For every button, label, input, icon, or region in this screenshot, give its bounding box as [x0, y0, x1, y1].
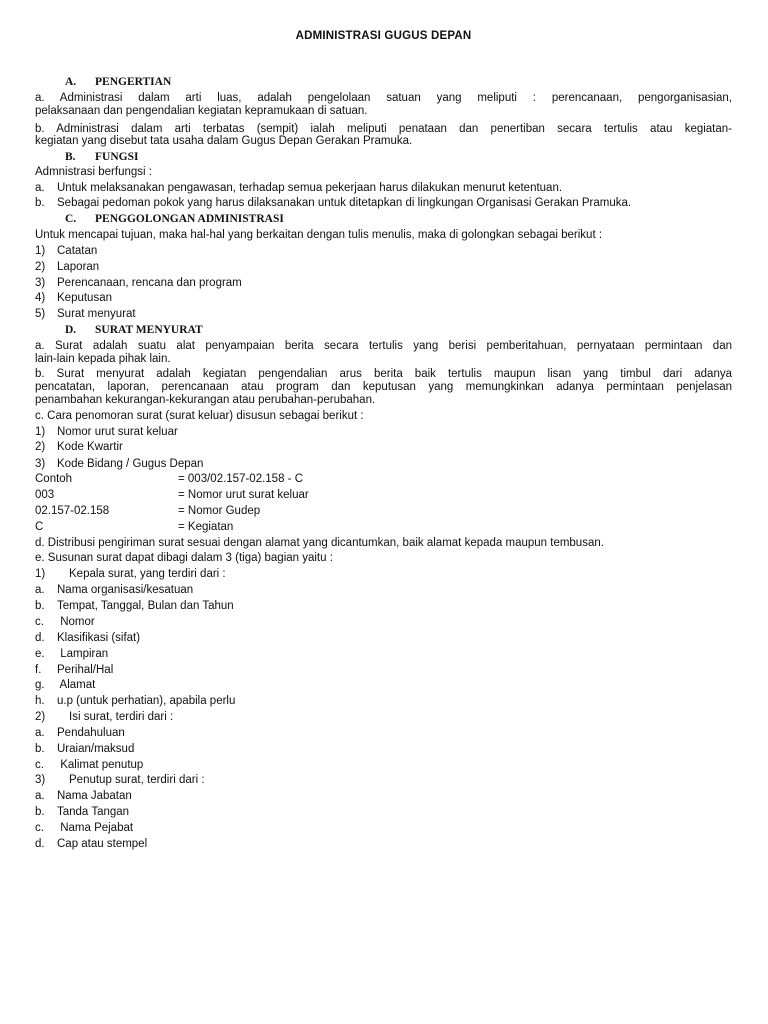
section-title: FUNGSI	[95, 151, 139, 163]
numbering-example-row	[35, 504, 732, 518]
list-marker: d.	[35, 632, 45, 644]
list-marker: b.	[35, 600, 45, 612]
list-item	[35, 440, 732, 454]
list-item	[35, 457, 732, 471]
example-meaning: = 003/02.157-02.158 - C	[178, 473, 303, 485]
list-item-text: Nomor	[57, 616, 95, 628]
example-meaning: = Kegiatan	[178, 521, 234, 533]
list-item-text: Nama organisasi/kesatuan	[57, 584, 194, 596]
list-marker: g.	[35, 679, 45, 691]
numbering-example-row	[35, 472, 732, 486]
list-item-text: Perencanaan, rencana dan program	[57, 277, 242, 289]
list-item	[35, 821, 732, 835]
section-letter: C.	[65, 213, 77, 225]
list-item-text: Nomor urut surat keluar	[57, 426, 178, 438]
list-item-text: Laporan	[57, 261, 100, 273]
list-item	[35, 631, 732, 645]
list-item-text: Tempat, Tanggal, Bulan dan Tahun	[57, 600, 234, 612]
example-code: 02.157-02.158	[35, 505, 110, 517]
list-marker: a.	[35, 584, 45, 596]
paragraph-line: c. Cara penomoran surat (surat keluar) disusun sebagai berikut :	[35, 410, 364, 422]
list-marker: 3)	[35, 277, 46, 289]
list-marker: b.	[35, 197, 45, 209]
list-item-text: Tanda Tangan	[57, 806, 130, 818]
numbering-example-row	[35, 520, 732, 534]
example-meaning: = Nomor urut surat keluar	[178, 489, 309, 501]
paragraph-line: penambahan kekurangan-kekurangan atau perubahan-perubahan.	[35, 394, 376, 406]
list-item-text: Kepala surat, yang terdiri dari :	[69, 568, 226, 580]
paragraph-line: lain-lain kepada pihak lain.	[35, 353, 171, 365]
example-code: C	[35, 521, 44, 533]
list-item-text: Perihal/Hal	[57, 664, 114, 676]
list-item	[35, 196, 732, 210]
list-item-text: Kode Bidang / Gugus Depan	[57, 458, 204, 470]
list-marker: b.	[35, 743, 45, 755]
list-marker: 3)	[35, 458, 46, 470]
paragraph-line: pencatatan, laporan, perencanaan atau program dan keputusan yang memungkinkan adanya permintaan penjelasan	[35, 381, 732, 393]
paragraph-line: e. Susunan surat dapat dibagi dalam 3 (tiga) bagian yaitu :	[35, 552, 333, 564]
document-title: ADMINISTRASI GUGUS DEPAN	[295, 30, 472, 42]
numbering-example-row	[35, 488, 732, 502]
list-marker: f.	[35, 664, 42, 676]
list-item-text: Surat menyurat	[57, 308, 136, 320]
list-item	[35, 567, 732, 581]
list-marker: a.	[35, 727, 45, 739]
section-letter: B.	[65, 151, 76, 163]
list-marker: 3)	[35, 774, 46, 786]
list-item	[35, 276, 732, 290]
list-item	[35, 244, 732, 258]
list-item-text: Nama Jabatan	[57, 790, 132, 802]
list-marker: h.	[35, 695, 45, 707]
paragraph-line: a. Surat adalah suatu alat penyampaian berita secara tertulis yang berisi pemberitahuan, pernyataan permintaan dan	[35, 340, 732, 352]
list-item	[35, 726, 732, 740]
list-item-text: Cap atau stempel	[57, 838, 148, 850]
list-item-text: Lampiran	[57, 648, 109, 660]
section-title: PENGGOLONGAN ADMINISTRASI	[95, 213, 284, 225]
list-item-text: Klasifikasi (sifat)	[57, 632, 141, 644]
list-item	[35, 742, 732, 756]
list-item-text: Untuk melaksanakan pengawasan, terhadap semua pekerjaan harus dilakukan menurut ketentuan.	[57, 182, 563, 194]
list-marker: c.	[35, 759, 44, 771]
example-meaning: = Nomor Gudep	[178, 505, 261, 517]
paragraph-line: b. Surat menyurat adalah kegiatan pengendalian arus berita baik tertulis maupun lisan yang timbul dari adanya	[35, 368, 732, 380]
paragraph-line: a. Administrasi dalam arti luas, adalah pengelolaan satuan yang meliputi : perencanaan, pengorganisasian,	[35, 92, 732, 104]
paragraph-line: Admnistrasi berfungsi :	[35, 166, 152, 178]
list-marker: 1)	[35, 568, 46, 580]
section-heading	[65, 75, 762, 89]
list-item	[35, 694, 732, 708]
list-item	[35, 710, 732, 724]
list-marker: 1)	[35, 245, 46, 257]
list-item	[35, 583, 732, 597]
section-title: PENGERTIAN	[95, 76, 172, 88]
list-item	[35, 425, 732, 439]
list-marker: 2)	[35, 441, 46, 453]
list-item-text: Kalimat penutup	[57, 759, 144, 771]
list-item-text: Sebagai pedoman pokok yang harus dilaksanakan untuk ditetapkan di lingkungan Organisasi Gerakan Pramuka.	[57, 197, 632, 209]
list-item-text: Kode Kwartir	[57, 441, 123, 453]
section-heading	[65, 212, 762, 226]
list-marker: a.	[35, 790, 45, 802]
list-item-text: Uraian/maksud	[57, 743, 135, 755]
paragraph-line: b. Administrasi dalam arti terbatas (sempit) ialah meliputi penataan dan penertiban secara tertulis atau kegiatan-	[35, 123, 732, 135]
list-marker: c.	[35, 822, 44, 834]
example-code: Contoh	[35, 473, 73, 485]
list-item	[35, 773, 732, 787]
paragraph-line: pelaksanaan dan pengendalian kegiatan kepramukaan di satuan.	[35, 105, 368, 117]
list-item-text: u.p (untuk perhatian), apabila perlu	[57, 695, 236, 707]
list-marker: 4)	[35, 292, 46, 304]
list-marker: 5)	[35, 308, 46, 320]
section-letter: A.	[65, 76, 77, 88]
list-marker: e.	[35, 648, 45, 660]
paragraph-line: Untuk mencapai tujuan, maka hal-hal yang berkaitan dengan tulis menulis, maka di golongkan sebagai berikut :	[35, 229, 603, 241]
list-item	[35, 663, 732, 677]
list-item	[35, 181, 732, 195]
section-title: SURAT MENYURAT	[95, 324, 203, 336]
list-item-text: Catatan	[57, 245, 98, 257]
list-marker: 2)	[35, 711, 46, 723]
section-heading	[65, 150, 762, 164]
example-code: 003	[35, 489, 55, 501]
list-marker: a.	[35, 182, 45, 194]
list-marker: b.	[35, 806, 45, 818]
section-letter: D.	[65, 324, 77, 336]
list-item	[35, 647, 732, 661]
list-item-text: Pendahuluan	[57, 727, 125, 739]
list-item	[35, 599, 732, 613]
list-item	[35, 837, 732, 851]
list-item-text: Nama Pejabat	[57, 822, 134, 834]
paragraph-line: d. Distribusi pengiriman surat sesuai dengan alamat yang dicantumkan, baik alamat kepada maupun tembusan.	[35, 537, 604, 549]
list-item	[35, 307, 732, 321]
section-heading	[65, 323, 762, 337]
list-item-text: Isi surat, terdiri dari :	[69, 711, 174, 723]
list-item-text: Alamat	[57, 679, 96, 691]
list-item	[35, 615, 732, 629]
paragraph-line: kegiatan yang disebut tata usaha dalam Gugus Depan Gerakan Pramuka.	[35, 135, 413, 147]
list-item-text: Keputusan	[57, 292, 112, 304]
list-item	[35, 260, 732, 274]
list-marker: c.	[35, 616, 44, 628]
list-marker: 2)	[35, 261, 46, 273]
list-item	[35, 291, 732, 305]
list-item	[35, 805, 732, 819]
list-marker: d.	[35, 838, 45, 850]
list-marker: 1)	[35, 426, 46, 438]
list-item	[35, 758, 732, 772]
list-item	[35, 678, 732, 692]
list-item	[35, 789, 732, 803]
list-item-text: Penutup surat, terdiri dari :	[69, 774, 205, 786]
